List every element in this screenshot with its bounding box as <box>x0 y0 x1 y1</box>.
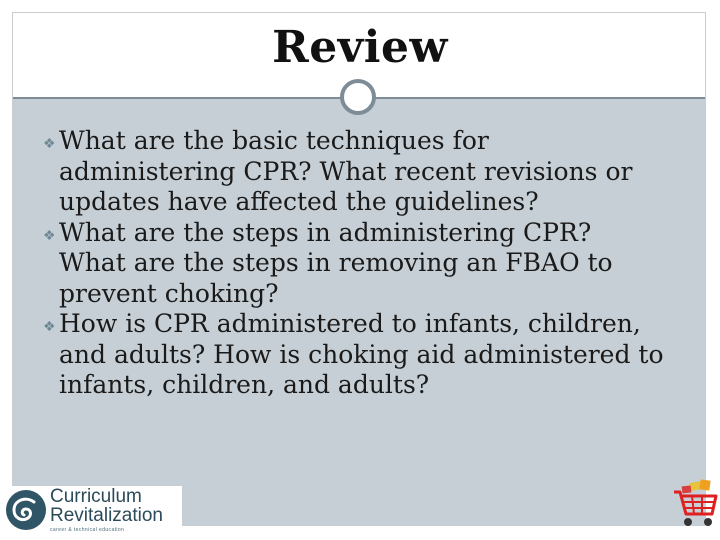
diamond-bullet-icon: ❖ <box>43 319 56 335</box>
bullet-3-rest: and adults? How is choking aid administered to infants, children, and adults? <box>59 339 664 399</box>
bullet-list <box>45 126 695 401</box>
bullet-item-3 <box>45 309 695 401</box>
logo-line-1: Curriculum <box>50 486 142 507</box>
bullet-2-rest: What are the steps in removing an FBAO to prevent choking? <box>59 248 613 308</box>
bullet-item-2 <box>45 218 695 310</box>
logo-line-2: Revitalization <box>50 505 163 526</box>
divider-circle-ornament <box>340 79 376 115</box>
bullet-item-1 <box>45 126 695 218</box>
shopping-cart-icon <box>672 478 720 530</box>
diamond-bullet-icon: ❖ <box>43 136 56 152</box>
bullet-2-first-line: What are the steps in administering CPR? <box>59 217 592 247</box>
bullet-3-first-line: How is CPR administered to infants, children, <box>59 309 641 338</box>
slide-title: Review <box>272 22 448 73</box>
logo-swirl-icon <box>4 488 48 532</box>
footer-bar <box>180 503 670 526</box>
diamond-bullet-icon: ❖ <box>43 227 56 244</box>
curriculum-revitalization-logo <box>0 486 182 534</box>
bullet-1-first-line: What are the basic techniques for <box>59 126 489 155</box>
bullet-1-rest: administering CPR? What recent revisions or updates have affected the guidelines? <box>59 156 633 216</box>
logo-line-3: career & technical education <box>50 527 125 533</box>
